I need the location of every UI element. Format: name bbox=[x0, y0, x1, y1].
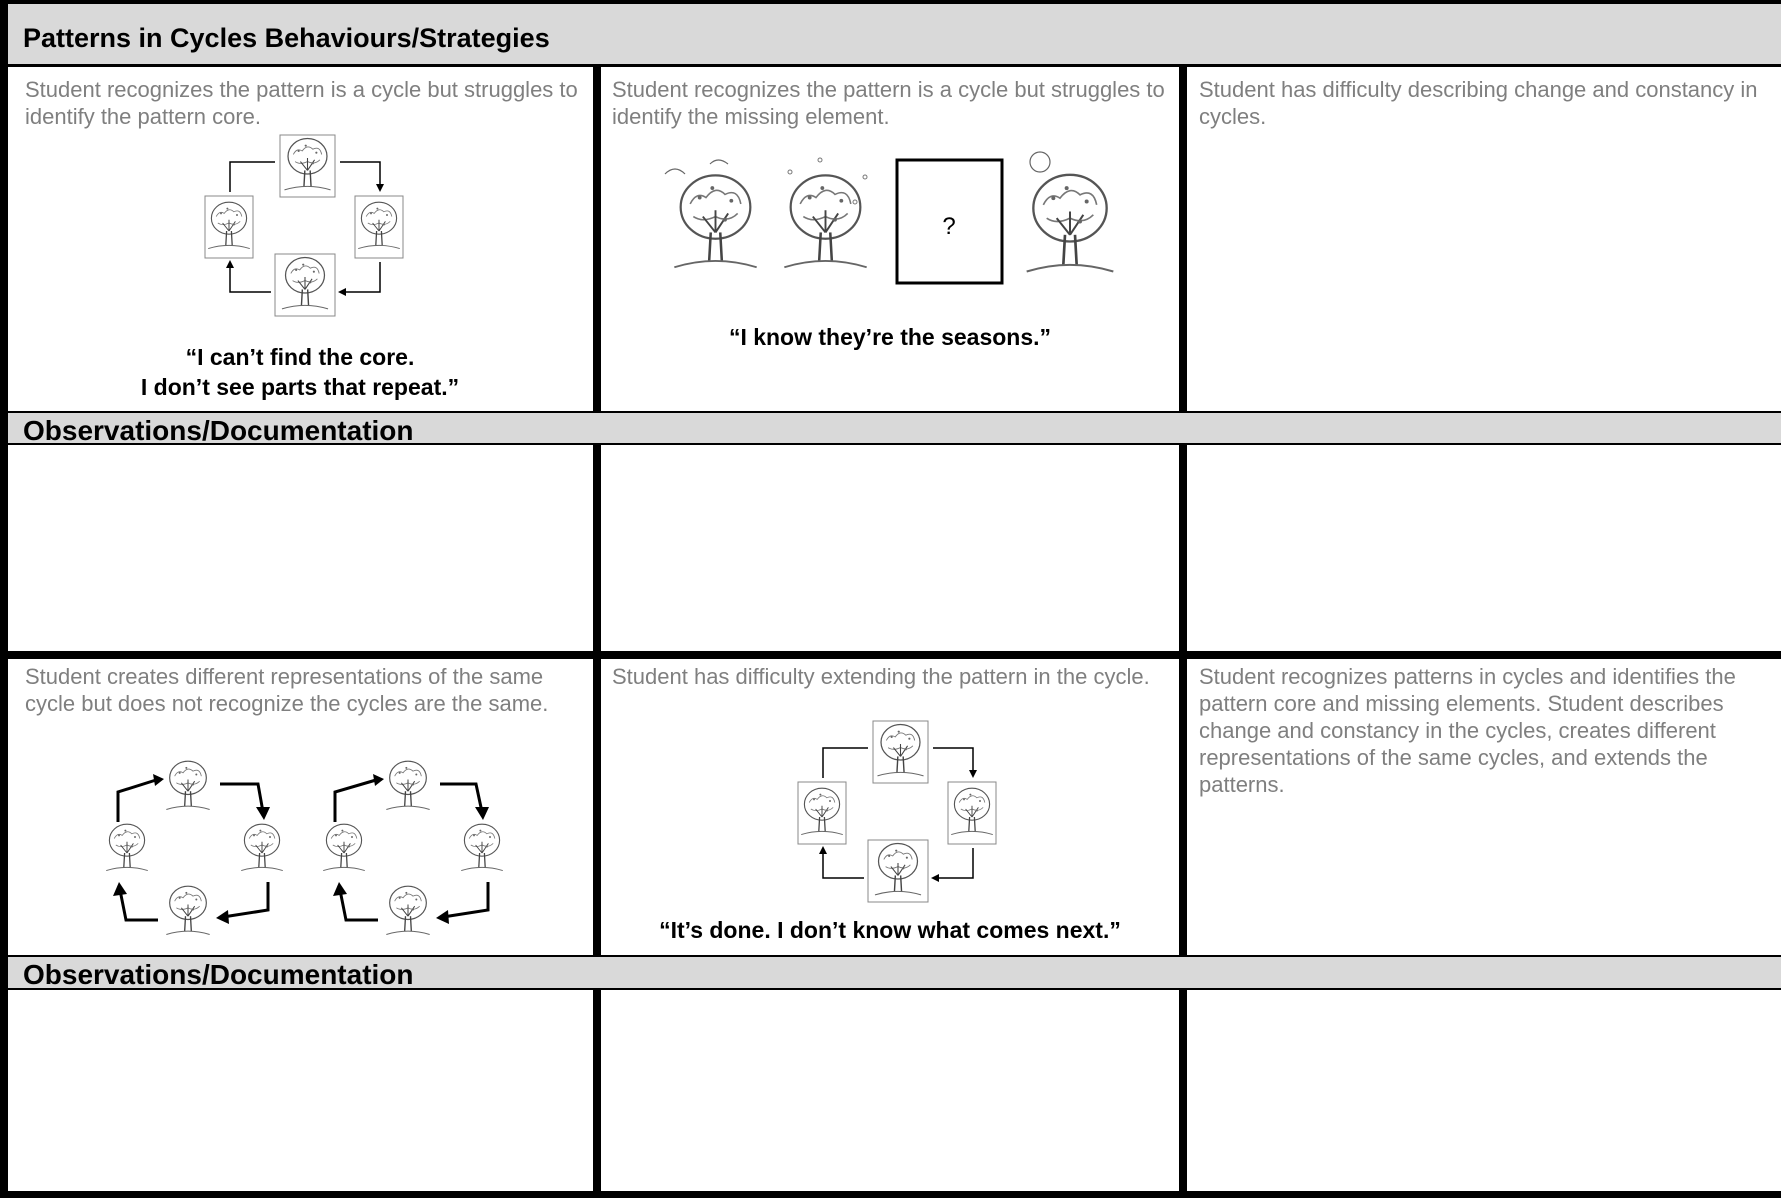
frame-left bbox=[0, 0, 8, 1198]
cycle-diagram-image bbox=[195, 132, 420, 322]
divider-col-1 bbox=[593, 445, 601, 655]
observations-header-text: Observations/Documentation bbox=[23, 959, 414, 990]
divider-col-2 bbox=[1179, 67, 1187, 411]
page-title bbox=[8, 4, 1781, 67]
behaviour-description: Student recognizes the pattern is a cycle but struggles to identify the pattern core. bbox=[25, 77, 578, 129]
behaviour-description: Student has difficulty describing change and constancy in cycles. bbox=[1199, 77, 1758, 129]
row-separator bbox=[0, 651, 1781, 659]
behaviour-description: Student creates different representations of the same cycle but does not recognize the cycles are the same. bbox=[25, 664, 549, 716]
student-quote-line: “I can’t find the core. bbox=[185, 344, 415, 370]
student-quote-line: I don’t see parts that repeat.” bbox=[140, 374, 460, 400]
two-cycles-image bbox=[98, 752, 518, 952]
divider-col-1 bbox=[593, 67, 601, 411]
observations-header bbox=[8, 411, 1781, 445]
divider-col-1 bbox=[593, 655, 601, 955]
divider-col-2 bbox=[1179, 445, 1187, 655]
missing-element-mark: ? bbox=[942, 213, 956, 240]
seasons-sequence-image bbox=[660, 142, 1130, 297]
cycle-diagram-image bbox=[788, 718, 1013, 908]
divider-col-2 bbox=[1179, 990, 1187, 1192]
observations-header-text: Observations/Documentation bbox=[23, 415, 414, 446]
divider-col-2 bbox=[1179, 655, 1187, 955]
observations-header bbox=[8, 955, 1781, 990]
page-title-text: Patterns in Cycles Behaviours/Strategies bbox=[23, 23, 550, 53]
behaviour-description: Student recognizes patterns in cycles and identifies the pattern core and missing elements. Student describes change and constancy in the cycles, creates different representations of the same cycles, and extends the patterns. bbox=[1199, 664, 1736, 797]
behaviour-description: Student recognizes the pattern is a cycle but struggles to identify the missing element. bbox=[612, 77, 1165, 129]
student-quote: “It’s done. I don’t know what comes next.” bbox=[659, 917, 1121, 943]
behaviour-description: Student has difficulty extending the pattern in the cycle. bbox=[612, 664, 1150, 689]
student-quote: “I know they’re the seasons.” bbox=[728, 324, 1052, 350]
student-quote bbox=[20, 342, 580, 402]
divider-col-1 bbox=[593, 990, 601, 1192]
frame-bottom bbox=[0, 1191, 1781, 1198]
